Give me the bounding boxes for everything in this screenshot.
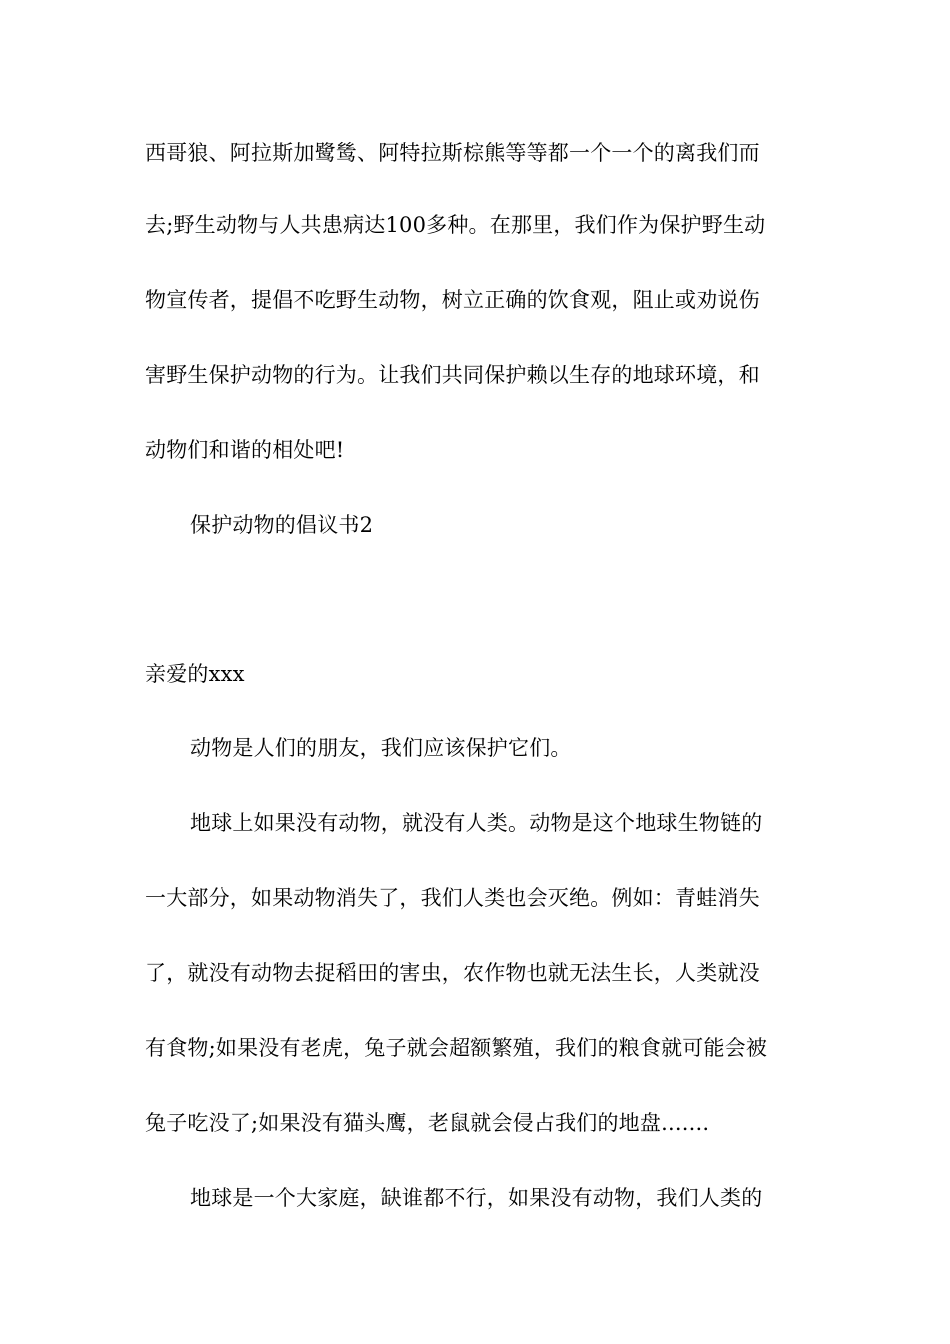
paragraph-line: 一大部分，如果动物消失了，我们人类也会灭绝。例如：青蛙消失: [145, 886, 760, 910]
paragraph-line: 兔子吃没了;如果没有猫头鹰，老鼠就会侵占我们的地盘.......: [145, 1111, 710, 1135]
paragraph-line: 害野生保护动物的行为。让我们共同保护赖以生存的地球环境，和: [145, 363, 760, 387]
paragraph-line: 去;野生动物与人共患病达100多种。在那里，我们作为保护野生动: [145, 213, 766, 237]
paragraph-line: 西哥狼、阿拉斯加鹭鸶、阿特拉斯棕熊等等都一个一个的离我们而: [145, 141, 760, 165]
paragraph-line: 地球上如果没有动物，就没有人类。动物是这个地球生物链的: [190, 811, 763, 835]
paragraph-line: 有食物;如果没有老虎，兔子就会超额繁殖，我们的粮食就可能会被: [145, 1036, 768, 1060]
paragraph-line: 动物们和谐的相处吧!: [145, 438, 345, 462]
paragraph-line: 了，就没有动物去捉稻田的害虫，农作物也就无法生长，人类就没: [145, 961, 760, 985]
paragraph-line: 地球是一个大家庭，缺谁都不行，如果没有动物，我们人类的: [190, 1186, 763, 1210]
paragraph-line: 动物是人们的朋友，我们应该保护它们。: [190, 736, 572, 760]
paragraph-line: 物宣传者，提倡不吃野生动物，树立正确的饮食观，阻止或劝说伤: [145, 288, 760, 312]
salutation: 亲爱的xxx: [145, 662, 245, 686]
section-title: 保护动物的倡议书2: [190, 513, 374, 537]
